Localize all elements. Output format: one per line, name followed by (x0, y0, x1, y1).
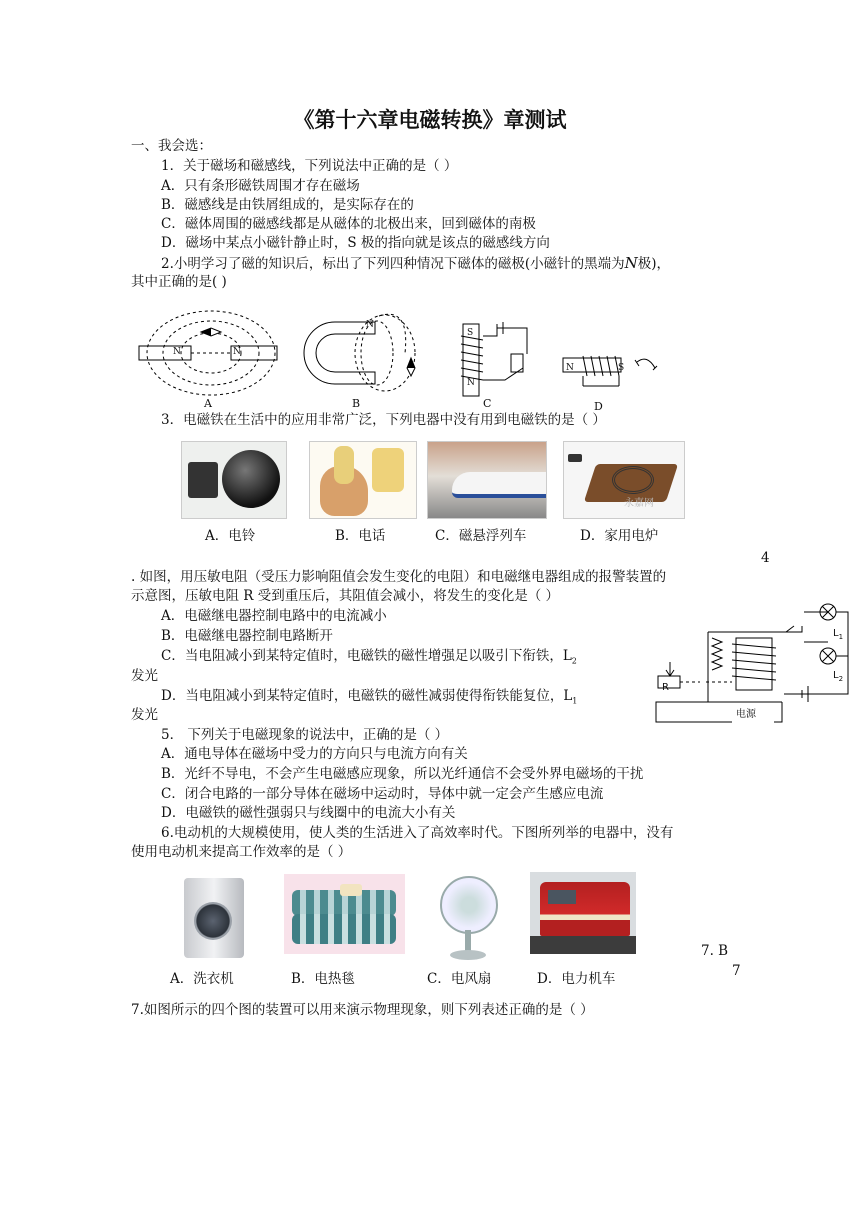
electric-fan-image (436, 874, 502, 964)
q3-option-a: A．电铃 (205, 528, 256, 544)
electric-stove-image (563, 441, 685, 519)
q2-fig-d-n: N (566, 363, 574, 373)
q2-fig-d-s: S (618, 363, 625, 373)
q4-l1-sub: 1 (838, 633, 844, 641)
q6-stem-line2: 使用电动机来提高工作效率的是（ ） (131, 844, 352, 860)
q1-option-a: A．只有条形磁铁周围才存在磁场 (161, 178, 360, 194)
q2-fig-label-d: D (594, 400, 603, 413)
q2-fig-label-c: C (483, 397, 492, 410)
q2-stem-line1 (161, 254, 670, 273)
q4-l1-letter: L (833, 628, 839, 639)
q4-number: 4 (761, 550, 770, 566)
q2-figures (135, 296, 675, 414)
washing-machine-image (178, 874, 250, 962)
q7-stem: 7.如图所示的四个图的装置可以用来演示物理现象，则下列表述正确的是（ ） (131, 1002, 594, 1018)
side-number: 7 (732, 963, 741, 979)
q4-stem-line1: . 如图，用压敏电阻（受压力影响阻值会发生变化的电阻）和电磁继电器组成的报警装置的 (131, 569, 667, 585)
q2-fig-c-s: S (467, 328, 474, 338)
q4-option-c-sub: 2 (571, 656, 577, 666)
page-title: 《第十六章电磁转换》章测试 (293, 107, 567, 132)
q4-circuit-l2 (833, 667, 843, 688)
q1-option-c: C．磁体周围的磁感线都是从磁体的北极出来，回到磁体的南极 (161, 216, 536, 232)
q4-circuit-l1 (833, 625, 843, 646)
q5-option-b: B．光纤不导电，不会产生电磁感应现象，所以光纤通信不会受外界电磁场的干扰 (161, 766, 644, 782)
q4-option-b: B．电磁继电器控制电路断开 (161, 628, 333, 644)
q5-stem: 5． 下列关于电磁现象的说法中，正确的是（ ） (161, 727, 449, 743)
q4-option-d-wrap: 发光 (131, 707, 158, 723)
q4-option-d-text: D．当电阻减小到某特定值时，电磁铁的磁性减弱使得衔铁能复位，L (161, 688, 573, 704)
q4-option-d (161, 687, 577, 711)
maglev-train-image (427, 441, 547, 519)
q4-l2-letter: L (833, 670, 839, 681)
image-watermark: 永嘉网 (624, 498, 654, 509)
q2-stem-text: 2.小明学习了磁的知识后，标出了下列四种情况下磁体的磁极(小磁针的黑端为 (161, 256, 625, 272)
q4-l2-sub: 2 (838, 675, 844, 683)
q6-option-a: A．洗衣机 (170, 971, 234, 987)
electric-blanket-image (284, 874, 405, 954)
q4-stem-line2: 示意图，压敏电阻 R 受到重压后，其阻值会减小，将发生的变化是（ ） (131, 588, 560, 604)
q4-option-c (161, 647, 577, 671)
q2-fig-label-b: B (352, 397, 361, 410)
q2-n-symbol: N (624, 254, 638, 272)
q2-stem-pole: 极)， (637, 256, 671, 272)
q5-option-a: A．通电导体在磁场中受力的方向只与电流方向有关 (161, 746, 468, 762)
q1-option-b: B．磁感线是由铁屑组成的，是实际存在的 (161, 197, 414, 213)
q6-option-b: B．电热毯 (291, 971, 355, 987)
q5-option-c: C．闭合电路的一部分导体在磁场中运动时，导体中就一定会产生感应电流 (161, 786, 604, 802)
side-answer: 7. B (701, 943, 729, 959)
q4-circuit-source: 电源 (736, 706, 756, 724)
section-heading: 一、我会选： (131, 138, 212, 154)
q6-option-c: C．电风扇 (427, 971, 492, 987)
q3-option-c: C．磁悬浮列车 (435, 528, 527, 544)
q3-option-b: B．电话 (335, 528, 386, 544)
q4-option-c-wrap: 发光 (131, 668, 158, 684)
q4-circuit-r: R (662, 682, 669, 693)
q4-option-d-sub: 1 (572, 696, 578, 706)
q6-stem-line1: 6.电动机的大规模使用，使人类的生活进入了高效率时代。下图所列举的电器中，没有 (161, 825, 674, 841)
q4-option-c-text: C．当电阻减小到某特定值时，电磁铁的磁性增强足以吸引下衔铁，L (161, 648, 572, 664)
q2-stem-line2: 其中正确的是( ) (131, 274, 227, 290)
q1-stem: 1．关于磁场和磁感线，下列说法中正确的是（ ） (161, 158, 458, 174)
q6-option-d: D．电力机车 (537, 971, 616, 987)
q3-option-d: D．家用电炉 (580, 528, 659, 544)
electric-locomotive-image (530, 872, 636, 954)
electric-bell-image (181, 441, 287, 519)
q2-fig-c-n: N (467, 378, 475, 388)
q2-fig-b-n: N (366, 320, 374, 330)
q1-option-d: D．磁场中某点小磁针静止时，S 极的指向就是该点的磁感线方向 (161, 235, 550, 251)
telephone-image (309, 441, 417, 519)
q2-fig-label-a: A (204, 397, 212, 410)
q2-fig-a-n: N (173, 347, 181, 357)
q2-fig-a-n2: N (233, 347, 241, 357)
q3-stem: 3．电磁铁在生活中的应用非常广泛，下列电器中没有用到电磁铁的是（ ） (161, 412, 606, 428)
q5-option-d: D．电磁铁的磁性强弱只与线圈中的电流大小有关 (161, 805, 456, 821)
q4-option-a: A．电磁继电器控制电路中的电流减小 (161, 608, 387, 624)
